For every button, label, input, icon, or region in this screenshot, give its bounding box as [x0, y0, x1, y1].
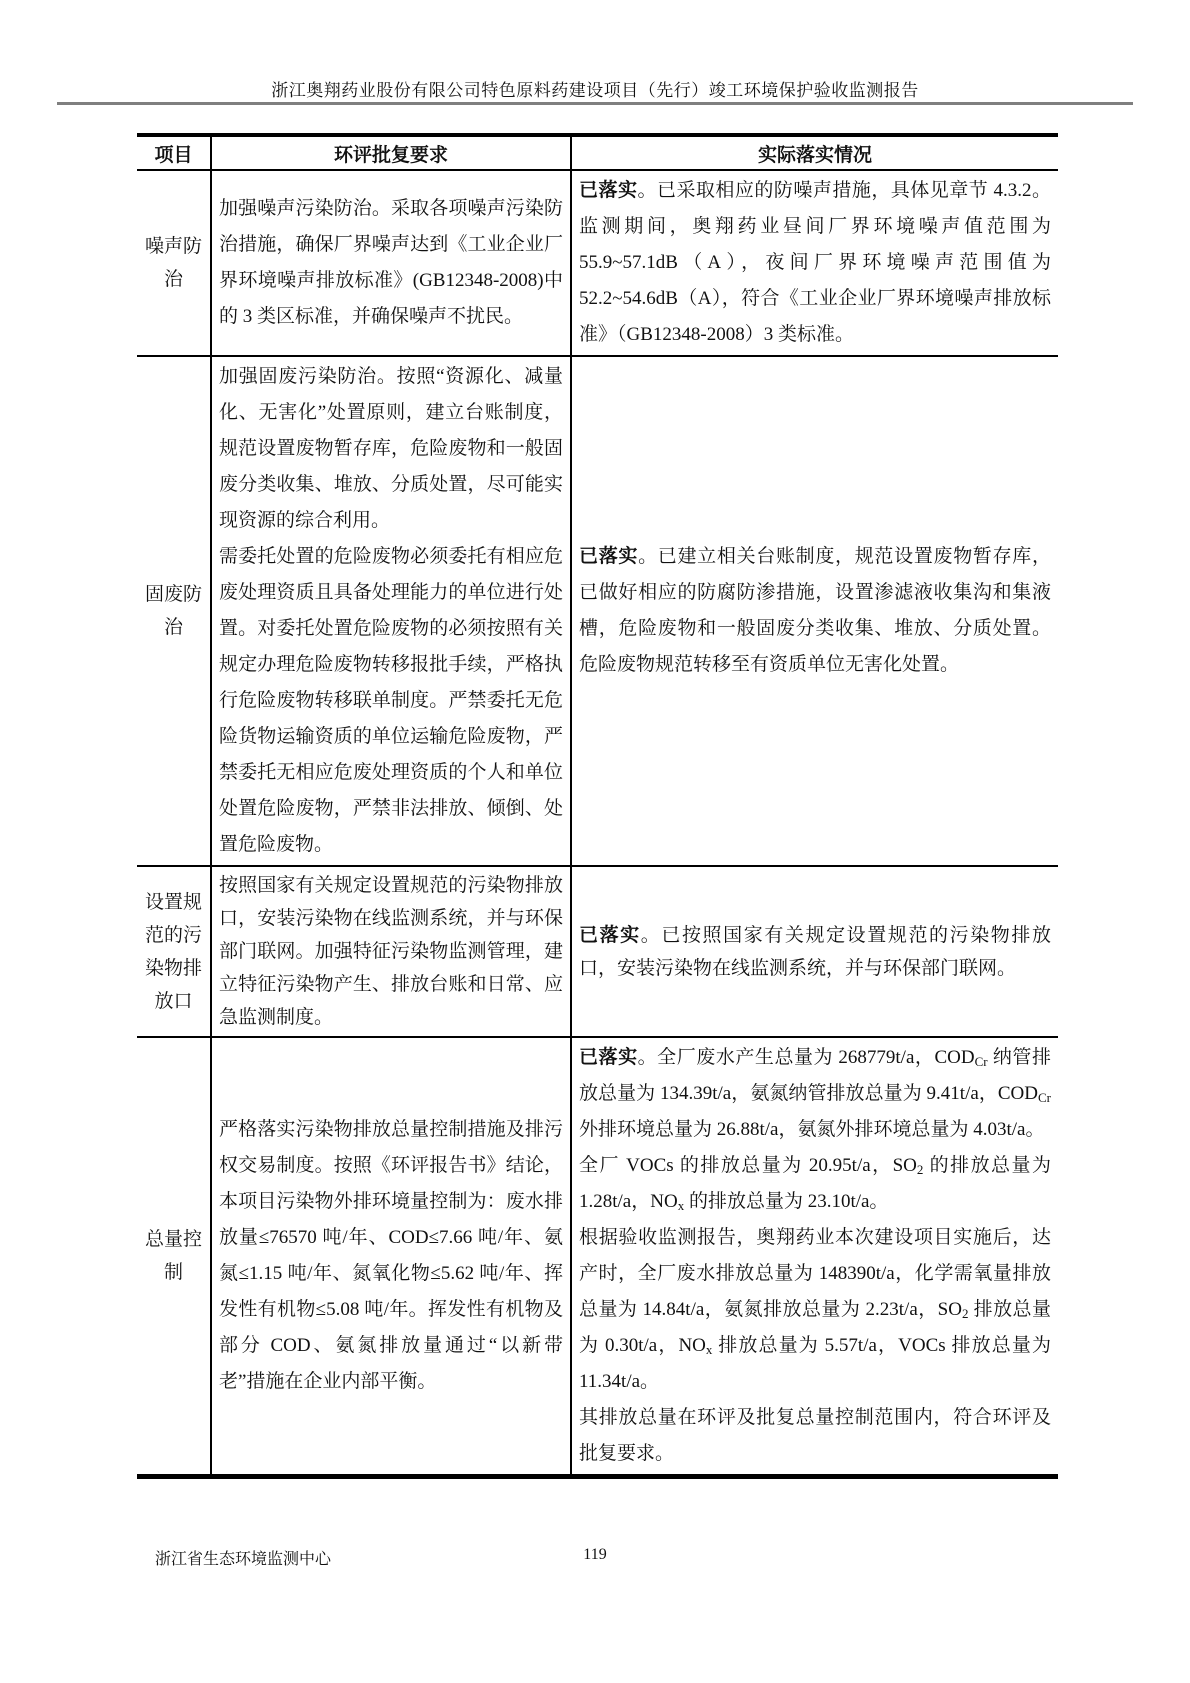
header-rule: [57, 102, 1133, 105]
item-label: 固废防治: [137, 356, 211, 866]
implementation-text: 已落实。全厂废水产生总量为 268779t/a，$COD_{Cr}$ 纳管排放总量为 134.39t/a，氨氮纳管排放总量为 9.41t/a，$COD_{Cr}$ 外排环境总量为 26.88t/a，氨氮外排环境总量为 4.03t/a。 全厂 VOCs 的排放总量为 20.95t/a，$SO_2$ 的排放总量为 1.28t/a，$NO_x$ 的排放总量为 23.10t/a。 根据验收监测报告，奥翔药业本次建设项目实施后，达产时，全厂废水排放总量为 148390t/a，化学需氧量排放总量为 14.84t/a，氨氮排放总量为 2.23t/a，$SO_2$ 排放总量为 0.30t/a，$NO_x$ 排放总量为 5.57t/a，VOCs 排放总量为 11.34t/a。 其排放总量在环评及批复总量控制范围内，符合环评及批复要求。: [571, 1037, 1058, 1477]
implementation-text: 已落实。已建立相关台账制度，规范设置废物暂存库，已做好相应的防腐防渗措施，设置渗滤液收集沟和集液槽，危险废物和一般固废分类收集、堆放、分质处置。危险废物规范转移至有资质单位无害化处置。: [571, 356, 1058, 866]
requirement-text: 按照国家有关规定设置规范的污染物排放口，安装污染物在线监测系统，并与环保部门联网。加强特征污染物监测管理，建立特征污染物产生、排放台账和日常、应急监测制度。: [211, 866, 571, 1037]
implementation-text: 已落实。已按照国家有关规定设置规范的污染物排放口，安装污染物在线监测系统，并与环保部门联网。: [571, 866, 1058, 1037]
footer-organization: 浙江省生态环境监测中心: [155, 1551, 332, 1568]
table-header-row: [137, 135, 1058, 170]
table-row-noise-control: [137, 170, 1058, 356]
item-label: 噪声防治: [137, 170, 211, 356]
page-number: 119: [583, 1546, 607, 1563]
page-footer: [0, 1546, 1190, 1568]
table-row-discharge-outlets: [137, 866, 1058, 1037]
page-title: 浙江奥翔药业股份有限公司特色原料药建设项目（先行）竣工环境保护验收监测报告: [271, 81, 919, 100]
item-label: 设置规范的污染物排放口: [137, 866, 211, 1037]
implementation-text: 已落实。已采取相应的防噪声措施，具体见章节 4.3.2。监测期间，奥翔药业昼间厂界环境噪声值范围为 55.9~57.1dB（A），夜间厂界环境噪声范围值为 52.2~54.6dB（A），符合《工业企业厂界环境噪声排放标准》（GB12348-2008）3 类标准。: [571, 170, 1058, 356]
requirement-text: 加强固废污染防治。按照“资源化、减量化、无害化”处置原则，建立台账制度，规范设置废物暂存库，危险废物和一般固废分类收集、堆放、分质处置，尽可能实现资源的综合利用。 需委托处置的危险废物必须委托有相应危废处理资质且具备处理能力的单位进行处置。对委托处置危险废物的必须按照有关规定办理危险废物转移报批手续，严格执行危险废物转移联单制度。严禁委托无危险货物运输资质的单位运输危险废物，严禁委托无相应危废处理资质的个人和单位处置危险废物，严禁非法排放、倾倒、处置危险废物。: [211, 356, 571, 866]
table-row-total-amount-control: [137, 1037, 1058, 1477]
column-header-item: 项目: [137, 135, 211, 170]
table-row-solid-waste-control: [137, 356, 1058, 866]
item-label: 总量控制: [144, 1229, 202, 1283]
requirement-text: 加强噪声污染防治。采取各项噪声污染防治措施，确保厂界噪声达到《工业企业厂界环境噪声排放标准》(GB12348-2008)中的 3 类区标准，并确保噪声不扰民。: [211, 170, 571, 356]
column-header-implementation: 实际落实情况: [571, 135, 1058, 170]
column-header-requirement: 环评批复要求: [211, 135, 571, 170]
requirement-text: 严格落实污染物排放总量控制措施及排污权交易制度。按照《环评报告书》结论，本项目污染物外排环境量控制为：废水排放量≤76570 吨/年、COD≤7.66 吨/年、氨氮≤1.15 吨/年、氮氧化物≤5.62 吨/年、挥发性有机物≤5.08 吨/年。挥发性有机物及部分 COD、氨氮排放量通过“以新带老”措施在企业内部平衡。: [211, 1037, 571, 1477]
compliance-table: [137, 133, 1058, 1479]
